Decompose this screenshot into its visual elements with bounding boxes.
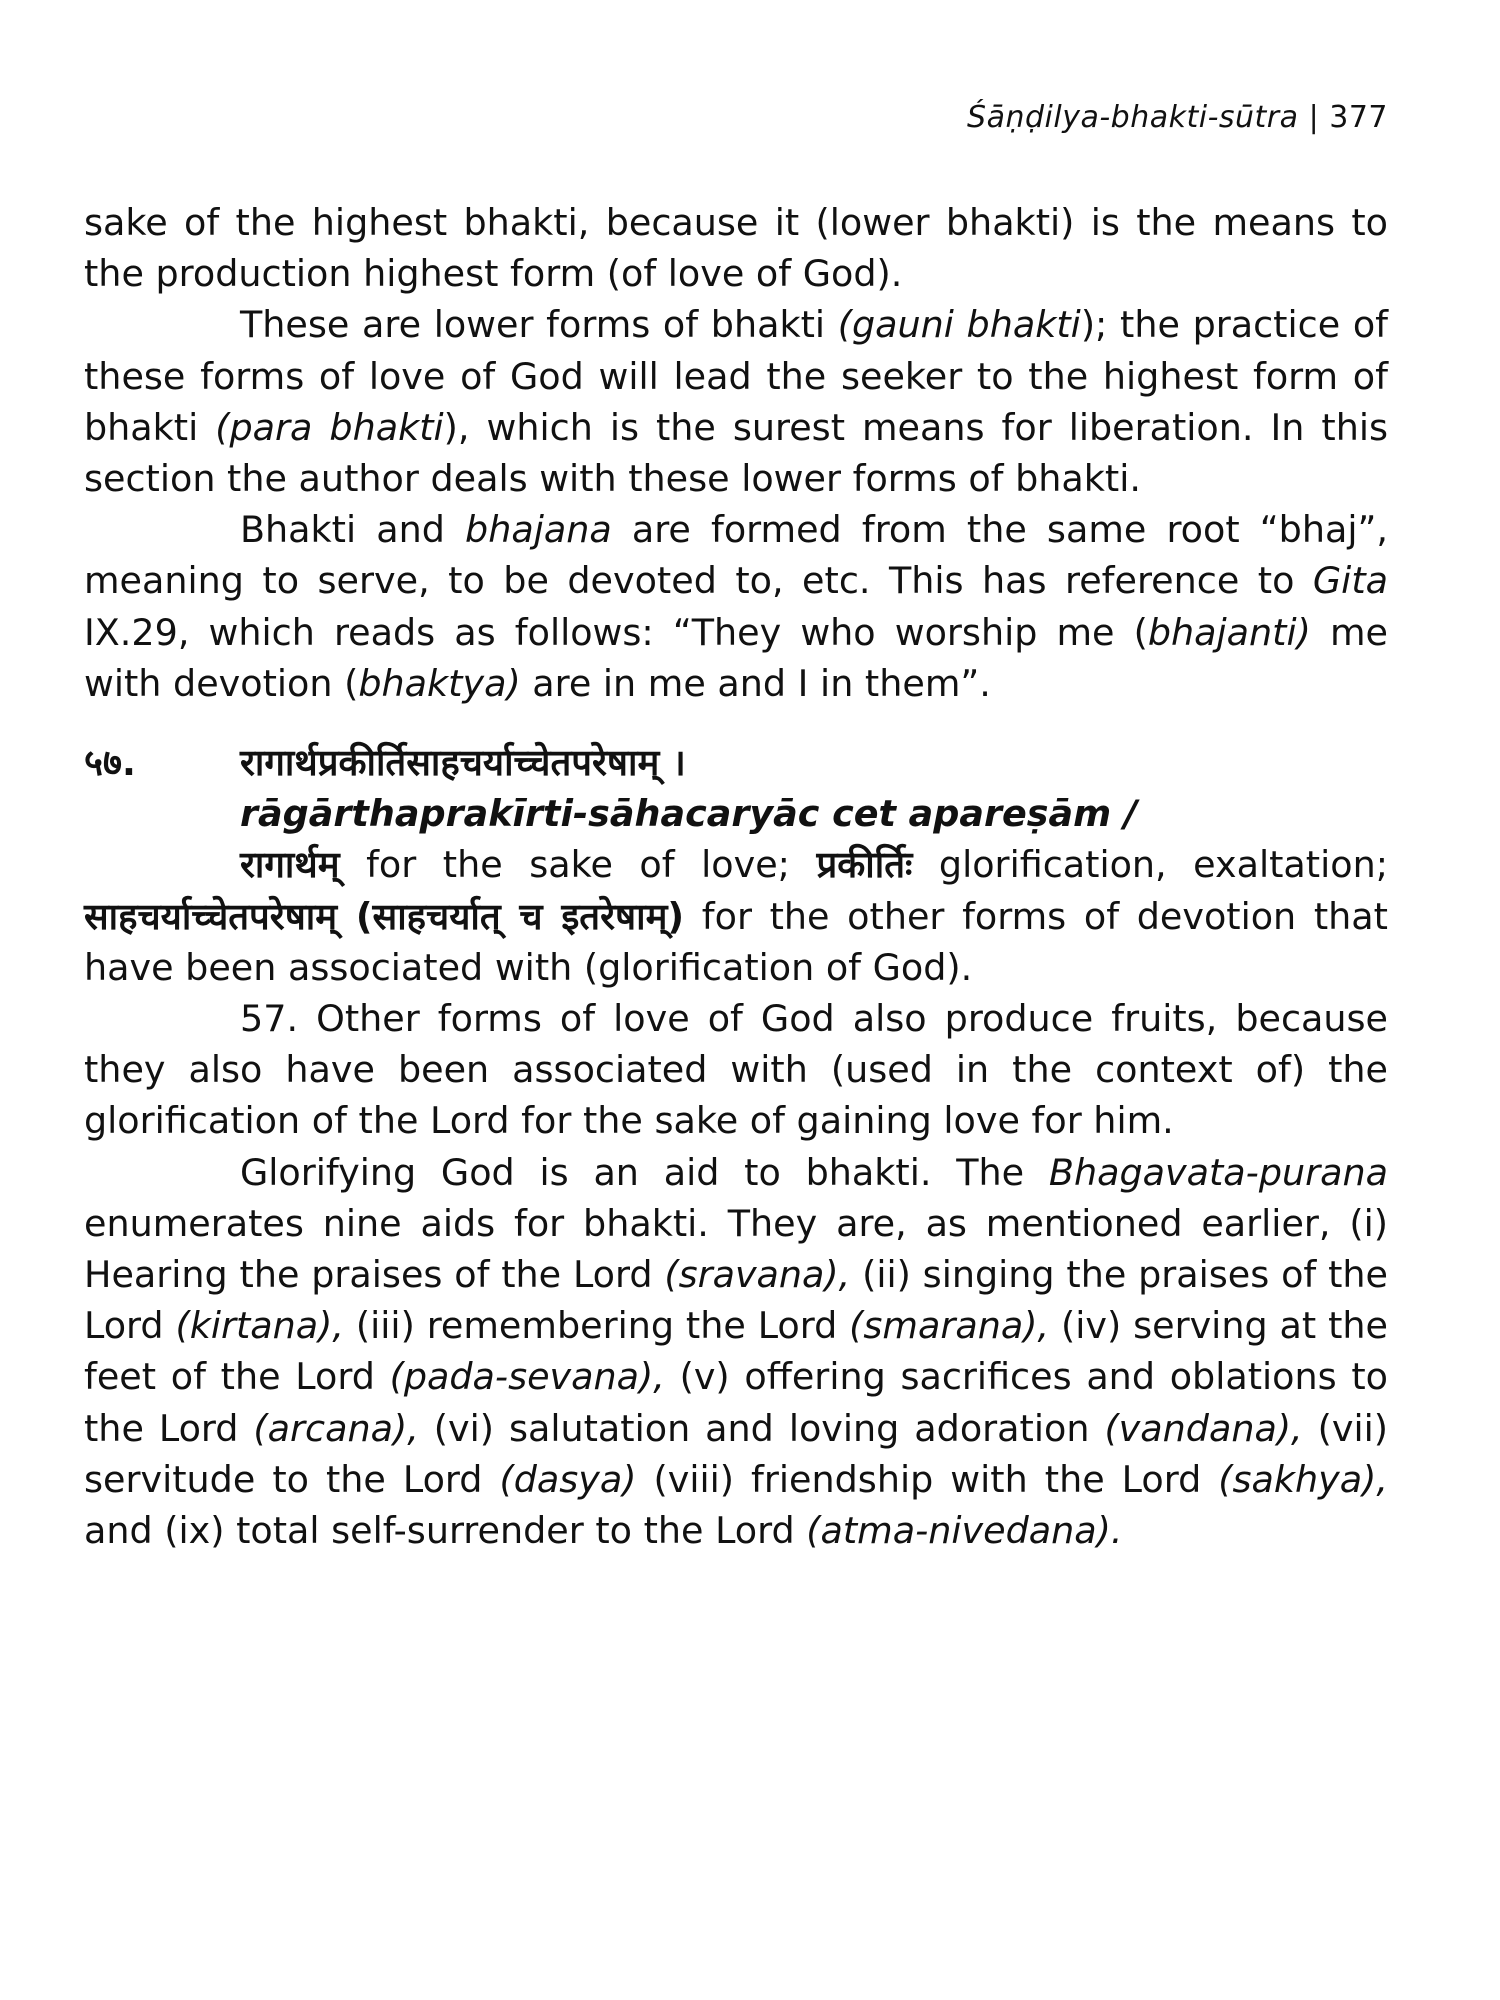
running-header-separator: | [1308, 100, 1320, 135]
text-run: Bhakti and [240, 508, 466, 552]
italic-term: Bhagavata-purana [1048, 1150, 1388, 1194]
italic-term: (vandana), [1104, 1406, 1303, 1450]
page-number: 377 [1329, 100, 1388, 135]
text-run: are formed from the same root “bhaj”, meaning to serve, to be devoted to, etc. This has reference to [84, 508, 1388, 603]
paragraph-bhajana [84, 504, 1388, 709]
text-run: for the other forms of devotion that have been associated with (glorification of God). [84, 894, 1388, 989]
text-run: 57. Other forms of love of God also produce fruits, because they also have been associated with (used in the context of) the glorification of the Lord for the sake of gaining love for him. [84, 997, 1388, 1143]
paragraph-nine-aids [84, 1147, 1388, 1557]
word-gloss [84, 839, 1388, 993]
sanskrit-term: रागार्थम् [240, 843, 340, 887]
sutra-devanagari: रागार्थप्रकीर्तिसाहचर्याच्चेतपरेषाम् । [240, 741, 686, 785]
text-run: enumerates nine aids for bhakti. They are, as mentioned earlier, (i) Hearing the praises of the Lord [84, 1201, 1388, 1297]
italic-term: (pada-sevana), [389, 1355, 665, 1399]
text-run: (vii) servitude to the Lord [84, 1406, 1389, 1501]
italic-term: Gita [1312, 559, 1388, 603]
text-run: (iii) remembering the Lord [344, 1304, 850, 1348]
text-run: (iv) serving at the feet of the Lord [84, 1304, 1388, 1399]
text-run: (vi) salutation and loving adoration [418, 1406, 1105, 1450]
running-header-title: Śāṇḍilya-bhakti-sūtra [967, 100, 1299, 135]
italic-term: bhajana [465, 508, 612, 552]
text-run: IX.29, which reads as follows: “They who worship me ( [84, 610, 1148, 654]
italic-term: bhajanti) [1147, 610, 1311, 654]
sutra-number: ५७. [84, 741, 136, 785]
text-run: ), which is the surest means for liberation. In this section the author deals with these lower forms of bhakti. [84, 405, 1388, 501]
paragraph-lower-bhakti [84, 299, 1388, 504]
page-body [84, 197, 1388, 1556]
sanskrit-term: प्रकीर्तिः [816, 843, 913, 887]
text-run: (v) offering sacrifices and oblations to the Lord [84, 1355, 1389, 1450]
italic-term: (sakhya), [1218, 1457, 1388, 1501]
sutra-transliteration: rāgārthaprakīrti-sāhacaryāc cet apareṣām / [240, 792, 1138, 836]
text-run: and (ix) total self-surrender to the Lord [84, 1509, 807, 1553]
italic-term: (para bhakti [215, 405, 444, 449]
italic-term: (dasya) [499, 1457, 637, 1501]
text-run: ); the practice of these forms of love of God will lead the seeker to the highest form of bhakti [84, 303, 1389, 449]
italic-term: (gauni bhakti [837, 303, 1081, 347]
paragraph-sutra-translation [84, 993, 1388, 1147]
text-run: are in me and I in them”. [520, 661, 991, 705]
text-run: me with devotion ( [84, 610, 1388, 705]
paragraph-continuation [84, 197, 1388, 299]
italic-term: (arcana), [253, 1406, 419, 1450]
italic-term: bhaktya) [358, 661, 521, 705]
text-run: These are lower forms of bhakti [240, 303, 838, 347]
running-header [967, 100, 1388, 135]
sanskrit-term: साहचर्याच्चेतपरेषाम् (साहचर्यात् च इतरेषाम्) [84, 894, 685, 938]
italic-term: (kirtana), [175, 1304, 345, 1348]
text-run: for the sake of love; [339, 843, 817, 887]
text-run: (viii) friendship with the Lord [636, 1457, 1219, 1501]
italic-term: (sravana), [664, 1253, 851, 1297]
italic-term: (smarana), [849, 1304, 1050, 1348]
text-run: glorification, exaltation; [912, 843, 1388, 887]
sutra-block [84, 737, 1388, 839]
text-run: (ii) singing the praises of the Lord [84, 1253, 1388, 1348]
italic-term: (atma-nivedana). [806, 1509, 1123, 1553]
paragraph-text: sake of the highest bhakti, because it (lower bhakti) is the means to the production highest form (of love of God). [84, 201, 1388, 296]
text-run: Glorifying God is an aid to bhakti. The [240, 1150, 1049, 1194]
